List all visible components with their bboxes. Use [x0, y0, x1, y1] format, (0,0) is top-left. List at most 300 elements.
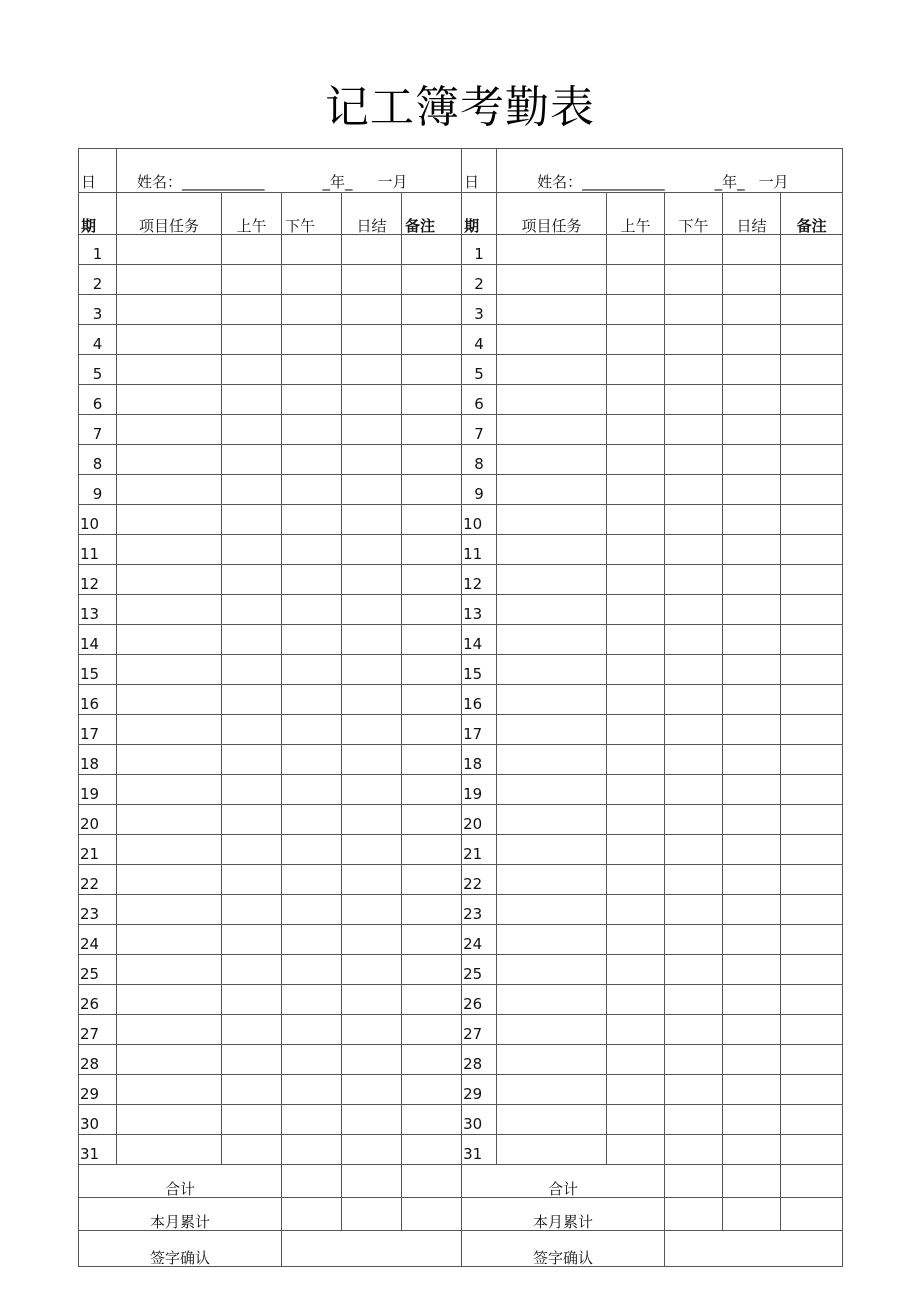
entry-cell[interactable]: [723, 1045, 781, 1075]
entry-cell[interactable]: [222, 505, 282, 535]
entry-cell[interactable]: [402, 385, 462, 415]
entry-cell[interactable]: [117, 1135, 222, 1165]
entry-cell[interactable]: [723, 355, 781, 385]
entry-cell[interactable]: [222, 1075, 282, 1105]
total-cell[interactable]: [781, 1165, 843, 1198]
entry-cell[interactable]: [665, 1105, 723, 1135]
entry-cell[interactable]: [607, 685, 665, 715]
entry-cell[interactable]: [607, 1105, 665, 1135]
entry-cell[interactable]: [665, 805, 723, 835]
entry-cell[interactable]: [222, 595, 282, 625]
entry-cell[interactable]: [665, 565, 723, 595]
entry-cell[interactable]: [723, 805, 781, 835]
entry-cell[interactable]: [781, 295, 843, 325]
entry-cell[interactable]: [282, 445, 342, 475]
entry-cell[interactable]: [117, 505, 222, 535]
entry-cell[interactable]: [117, 265, 222, 295]
entry-cell[interactable]: [607, 775, 665, 805]
entry-cell[interactable]: [497, 325, 607, 355]
entry-cell[interactable]: [665, 295, 723, 325]
entry-cell[interactable]: [665, 955, 723, 985]
entry-cell[interactable]: [497, 475, 607, 505]
cumulative-cell[interactable]: [342, 1198, 402, 1231]
entry-cell[interactable]: [497, 535, 607, 565]
entry-cell[interactable]: [723, 745, 781, 775]
entry-cell[interactable]: [497, 1045, 607, 1075]
entry-cell[interactable]: [282, 235, 342, 265]
entry-cell[interactable]: [607, 715, 665, 745]
entry-cell[interactable]: [282, 865, 342, 895]
entry-cell[interactable]: [117, 1015, 222, 1045]
entry-cell[interactable]: [607, 505, 665, 535]
entry-cell[interactable]: [117, 775, 222, 805]
entry-cell[interactable]: [402, 835, 462, 865]
entry-cell[interactable]: [781, 835, 843, 865]
entry-cell[interactable]: [607, 325, 665, 355]
entry-cell[interactable]: [781, 985, 843, 1015]
entry-cell[interactable]: [402, 925, 462, 955]
entry-cell[interactable]: [117, 475, 222, 505]
entry-cell[interactable]: [607, 895, 665, 925]
entry-cell[interactable]: [781, 895, 843, 925]
entry-cell[interactable]: [282, 1105, 342, 1135]
entry-cell[interactable]: [282, 415, 342, 445]
entry-cell[interactable]: [607, 925, 665, 955]
entry-cell[interactable]: [781, 955, 843, 985]
entry-cell[interactable]: [497, 775, 607, 805]
entry-cell[interactable]: [282, 475, 342, 505]
entry-cell[interactable]: [342, 385, 402, 415]
entry-cell[interactable]: [282, 715, 342, 745]
entry-cell[interactable]: [282, 535, 342, 565]
entry-cell[interactable]: [497, 925, 607, 955]
entry-cell[interactable]: [497, 835, 607, 865]
entry-cell[interactable]: [723, 595, 781, 625]
entry-cell[interactable]: [781, 625, 843, 655]
entry-cell[interactable]: [607, 295, 665, 325]
entry-cell[interactable]: [282, 1045, 342, 1075]
entry-cell[interactable]: [607, 535, 665, 565]
entry-cell[interactable]: [723, 835, 781, 865]
entry-cell[interactable]: [723, 385, 781, 415]
entry-cell[interactable]: [723, 1135, 781, 1165]
entry-cell[interactable]: [497, 595, 607, 625]
entry-cell[interactable]: [117, 925, 222, 955]
entry-cell[interactable]: [723, 265, 781, 295]
entry-cell[interactable]: [665, 1045, 723, 1075]
entry-cell[interactable]: [723, 895, 781, 925]
entry-cell[interactable]: [665, 415, 723, 445]
entry-cell[interactable]: [342, 925, 402, 955]
entry-cell[interactable]: [607, 385, 665, 415]
entry-cell[interactable]: [402, 955, 462, 985]
entry-cell[interactable]: [607, 355, 665, 385]
entry-cell[interactable]: [497, 985, 607, 1015]
entry-cell[interactable]: [665, 835, 723, 865]
entry-cell[interactable]: [222, 715, 282, 745]
entry-cell[interactable]: [342, 895, 402, 925]
entry-cell[interactable]: [607, 625, 665, 655]
entry-cell[interactable]: [402, 805, 462, 835]
entry-cell[interactable]: [282, 745, 342, 775]
entry-cell[interactable]: [665, 235, 723, 265]
entry-cell[interactable]: [497, 445, 607, 475]
entry-cell[interactable]: [497, 355, 607, 385]
entry-cell[interactable]: [781, 775, 843, 805]
entry-cell[interactable]: [282, 685, 342, 715]
entry-cell[interactable]: [402, 1135, 462, 1165]
cumulative-cell[interactable]: [282, 1198, 342, 1231]
entry-cell[interactable]: [781, 805, 843, 835]
entry-cell[interactable]: [342, 1135, 402, 1165]
entry-cell[interactable]: [665, 1075, 723, 1105]
entry-cell[interactable]: [781, 1045, 843, 1075]
entry-cell[interactable]: [402, 295, 462, 325]
entry-cell[interactable]: [282, 955, 342, 985]
entry-cell[interactable]: [665, 1135, 723, 1165]
entry-cell[interactable]: [723, 1075, 781, 1105]
entry-cell[interactable]: [781, 1105, 843, 1135]
entry-cell[interactable]: [222, 1045, 282, 1075]
entry-cell[interactable]: [282, 505, 342, 535]
entry-cell[interactable]: [282, 985, 342, 1015]
entry-cell[interactable]: [402, 355, 462, 385]
entry-cell[interactable]: [607, 745, 665, 775]
entry-cell[interactable]: [497, 715, 607, 745]
entry-cell[interactable]: [117, 625, 222, 655]
entry-cell[interactable]: [781, 325, 843, 355]
entry-cell[interactable]: [781, 715, 843, 745]
entry-cell[interactable]: [402, 865, 462, 895]
entry-cell[interactable]: [607, 1135, 665, 1165]
entry-cell[interactable]: [282, 655, 342, 685]
entry-cell[interactable]: [497, 295, 607, 325]
entry-cell[interactable]: [222, 985, 282, 1015]
entry-cell[interactable]: [497, 685, 607, 715]
entry-cell[interactable]: [117, 805, 222, 835]
entry-cell[interactable]: [497, 805, 607, 835]
entry-cell[interactable]: [497, 625, 607, 655]
entry-cell[interactable]: [117, 355, 222, 385]
entry-cell[interactable]: [665, 715, 723, 745]
entry-cell[interactable]: [342, 1105, 402, 1135]
entry-cell[interactable]: [402, 775, 462, 805]
entry-cell[interactable]: [723, 685, 781, 715]
entry-cell[interactable]: [342, 1015, 402, 1045]
entry-cell[interactable]: [665, 445, 723, 475]
entry-cell[interactable]: [497, 1105, 607, 1135]
entry-cell[interactable]: [781, 535, 843, 565]
entry-cell[interactable]: [117, 985, 222, 1015]
entry-cell[interactable]: [607, 1015, 665, 1045]
entry-cell[interactable]: [342, 535, 402, 565]
entry-cell[interactable]: [607, 475, 665, 505]
entry-cell[interactable]: [342, 625, 402, 655]
total-cell[interactable]: [723, 1165, 781, 1198]
entry-cell[interactable]: [665, 385, 723, 415]
entry-cell[interactable]: [117, 895, 222, 925]
entry-cell[interactable]: [222, 415, 282, 445]
entry-cell[interactable]: [342, 565, 402, 595]
entry-cell[interactable]: [222, 535, 282, 565]
entry-cell[interactable]: [781, 565, 843, 595]
entry-cell[interactable]: [222, 955, 282, 985]
entry-cell[interactable]: [222, 295, 282, 325]
entry-cell[interactable]: [781, 1075, 843, 1105]
entry-cell[interactable]: [402, 985, 462, 1015]
entry-cell[interactable]: [402, 655, 462, 685]
entry-cell[interactable]: [665, 265, 723, 295]
entry-cell[interactable]: [117, 235, 222, 265]
entry-cell[interactable]: [282, 325, 342, 355]
entry-cell[interactable]: [723, 505, 781, 535]
entry-cell[interactable]: [117, 565, 222, 595]
entry-cell[interactable]: [723, 235, 781, 265]
entry-cell[interactable]: [342, 715, 402, 745]
entry-cell[interactable]: [342, 445, 402, 475]
entry-cell[interactable]: [282, 1075, 342, 1105]
entry-cell[interactable]: [497, 505, 607, 535]
entry-cell[interactable]: [497, 415, 607, 445]
entry-cell[interactable]: [781, 925, 843, 955]
entry-cell[interactable]: [342, 745, 402, 775]
entry-cell[interactable]: [402, 505, 462, 535]
entry-cell[interactable]: [282, 805, 342, 835]
entry-cell[interactable]: [117, 1045, 222, 1075]
entry-cell[interactable]: [781, 505, 843, 535]
entry-cell[interactable]: [282, 565, 342, 595]
entry-cell[interactable]: [117, 295, 222, 325]
entry-cell[interactable]: [665, 1015, 723, 1045]
entry-cell[interactable]: [282, 1015, 342, 1045]
entry-cell[interactable]: [665, 685, 723, 715]
entry-cell[interactable]: [342, 955, 402, 985]
entry-cell[interactable]: [723, 865, 781, 895]
entry-cell[interactable]: [282, 355, 342, 385]
entry-cell[interactable]: [402, 265, 462, 295]
entry-cell[interactable]: [402, 1015, 462, 1045]
entry-cell[interactable]: [222, 805, 282, 835]
entry-cell[interactable]: [282, 1135, 342, 1165]
entry-cell[interactable]: [723, 415, 781, 445]
entry-cell[interactable]: [342, 235, 402, 265]
entry-cell[interactable]: [665, 625, 723, 655]
entry-cell[interactable]: [282, 385, 342, 415]
entry-cell[interactable]: [402, 1105, 462, 1135]
total-cell[interactable]: [402, 1165, 462, 1198]
entry-cell[interactable]: [342, 865, 402, 895]
entry-cell[interactable]: [402, 1075, 462, 1105]
entry-cell[interactable]: [497, 745, 607, 775]
entry-cell[interactable]: [723, 565, 781, 595]
entry-cell[interactable]: [402, 595, 462, 625]
entry-cell[interactable]: [342, 775, 402, 805]
entry-cell[interactable]: [222, 925, 282, 955]
entry-cell[interactable]: [402, 415, 462, 445]
entry-cell[interactable]: [222, 355, 282, 385]
entry-cell[interactable]: [497, 1015, 607, 1045]
entry-cell[interactable]: [607, 1075, 665, 1105]
entry-cell[interactable]: [222, 655, 282, 685]
entry-cell[interactable]: [282, 265, 342, 295]
entry-cell[interactable]: [222, 385, 282, 415]
entry-cell[interactable]: [342, 355, 402, 385]
entry-cell[interactable]: [607, 955, 665, 985]
entry-cell[interactable]: [222, 565, 282, 595]
entry-cell[interactable]: [781, 1135, 843, 1165]
entry-cell[interactable]: [781, 1015, 843, 1045]
entry-cell[interactable]: [222, 1015, 282, 1045]
entry-cell[interactable]: [402, 715, 462, 745]
entry-cell[interactable]: [665, 505, 723, 535]
entry-cell[interactable]: [222, 625, 282, 655]
entry-cell[interactable]: [342, 505, 402, 535]
entry-cell[interactable]: [222, 685, 282, 715]
entry-cell[interactable]: [607, 655, 665, 685]
entry-cell[interactable]: [402, 235, 462, 265]
entry-cell[interactable]: [282, 925, 342, 955]
signature-field-right[interactable]: [665, 1231, 843, 1267]
entry-cell[interactable]: [497, 235, 607, 265]
entry-cell[interactable]: [723, 655, 781, 685]
entry-cell[interactable]: [665, 355, 723, 385]
entry-cell[interactable]: [607, 1045, 665, 1075]
entry-cell[interactable]: [402, 745, 462, 775]
entry-cell[interactable]: [342, 595, 402, 625]
entry-cell[interactable]: [342, 1075, 402, 1105]
entry-cell[interactable]: [402, 1045, 462, 1075]
entry-cell[interactable]: [117, 385, 222, 415]
entry-cell[interactable]: [497, 385, 607, 415]
entry-cell[interactable]: [607, 805, 665, 835]
entry-cell[interactable]: [222, 775, 282, 805]
entry-cell[interactable]: [723, 445, 781, 475]
entry-cell[interactable]: [117, 325, 222, 355]
entry-cell[interactable]: [665, 895, 723, 925]
entry-cell[interactable]: [781, 385, 843, 415]
entry-cell[interactable]: [222, 895, 282, 925]
entry-cell[interactable]: [665, 535, 723, 565]
entry-cell[interactable]: [342, 655, 402, 685]
cumulative-cell[interactable]: [402, 1198, 462, 1231]
entry-cell[interactable]: [402, 535, 462, 565]
entry-cell[interactable]: [607, 835, 665, 865]
entry-cell[interactable]: [665, 655, 723, 685]
entry-cell[interactable]: [665, 925, 723, 955]
entry-cell[interactable]: [723, 1015, 781, 1045]
entry-cell[interactable]: [342, 1045, 402, 1075]
entry-cell[interactable]: [665, 745, 723, 775]
entry-cell[interactable]: [282, 895, 342, 925]
entry-cell[interactable]: [665, 775, 723, 805]
entry-cell[interactable]: [342, 415, 402, 445]
entry-cell[interactable]: [781, 685, 843, 715]
entry-cell[interactable]: [497, 1135, 607, 1165]
entry-cell[interactable]: [117, 685, 222, 715]
entry-cell[interactable]: [665, 865, 723, 895]
entry-cell[interactable]: [402, 625, 462, 655]
entry-cell[interactable]: [117, 445, 222, 475]
entry-cell[interactable]: [781, 475, 843, 505]
entry-cell[interactable]: [723, 955, 781, 985]
entry-cell[interactable]: [723, 295, 781, 325]
entry-cell[interactable]: [723, 325, 781, 355]
total-cell[interactable]: [665, 1165, 723, 1198]
entry-cell[interactable]: [497, 655, 607, 685]
entry-cell[interactable]: [342, 325, 402, 355]
entry-cell[interactable]: [781, 655, 843, 685]
entry-cell[interactable]: [607, 265, 665, 295]
entry-cell[interactable]: [665, 985, 723, 1015]
entry-cell[interactable]: [342, 475, 402, 505]
entry-cell[interactable]: [723, 775, 781, 805]
entry-cell[interactable]: [723, 625, 781, 655]
entry-cell[interactable]: [222, 445, 282, 475]
entry-cell[interactable]: [342, 835, 402, 865]
entry-cell[interactable]: [607, 565, 665, 595]
entry-cell[interactable]: [497, 565, 607, 595]
cumulative-cell[interactable]: [665, 1198, 723, 1231]
entry-cell[interactable]: [497, 955, 607, 985]
cumulative-cell[interactable]: [781, 1198, 843, 1231]
entry-cell[interactable]: [781, 745, 843, 775]
entry-cell[interactable]: [497, 895, 607, 925]
entry-cell[interactable]: [222, 835, 282, 865]
entry-cell[interactable]: [497, 265, 607, 295]
total-cell[interactable]: [342, 1165, 402, 1198]
entry-cell[interactable]: [402, 565, 462, 595]
entry-cell[interactable]: [222, 745, 282, 775]
entry-cell[interactable]: [222, 1135, 282, 1165]
entry-cell[interactable]: [282, 625, 342, 655]
entry-cell[interactable]: [781, 265, 843, 295]
entry-cell[interactable]: [342, 295, 402, 325]
total-cell[interactable]: [282, 1165, 342, 1198]
entry-cell[interactable]: [665, 475, 723, 505]
entry-cell[interactable]: [781, 445, 843, 475]
entry-cell[interactable]: [607, 415, 665, 445]
entry-cell[interactable]: [781, 595, 843, 625]
entry-cell[interactable]: [342, 805, 402, 835]
entry-cell[interactable]: [723, 535, 781, 565]
entry-cell[interactable]: [781, 415, 843, 445]
entry-cell[interactable]: [222, 865, 282, 895]
entry-cell[interactable]: [117, 835, 222, 865]
entry-cell[interactable]: [282, 835, 342, 865]
entry-cell[interactable]: [723, 925, 781, 955]
entry-cell[interactable]: [282, 595, 342, 625]
entry-cell[interactable]: [497, 1075, 607, 1105]
entry-cell[interactable]: [402, 685, 462, 715]
entry-cell[interactable]: [117, 535, 222, 565]
entry-cell[interactable]: [723, 985, 781, 1015]
entry-cell[interactable]: [402, 325, 462, 355]
entry-cell[interactable]: [402, 475, 462, 505]
entry-cell[interactable]: [222, 1105, 282, 1135]
entry-cell[interactable]: [607, 985, 665, 1015]
entry-cell[interactable]: [402, 445, 462, 475]
entry-cell[interactable]: [781, 865, 843, 895]
entry-cell[interactable]: [723, 1105, 781, 1135]
entry-cell[interactable]: [117, 865, 222, 895]
entry-cell[interactable]: [607, 595, 665, 625]
entry-cell[interactable]: [222, 325, 282, 355]
entry-cell[interactable]: [117, 955, 222, 985]
entry-cell[interactable]: [222, 235, 282, 265]
entry-cell[interactable]: [781, 355, 843, 385]
entry-cell[interactable]: [342, 985, 402, 1015]
entry-cell[interactable]: [497, 865, 607, 895]
